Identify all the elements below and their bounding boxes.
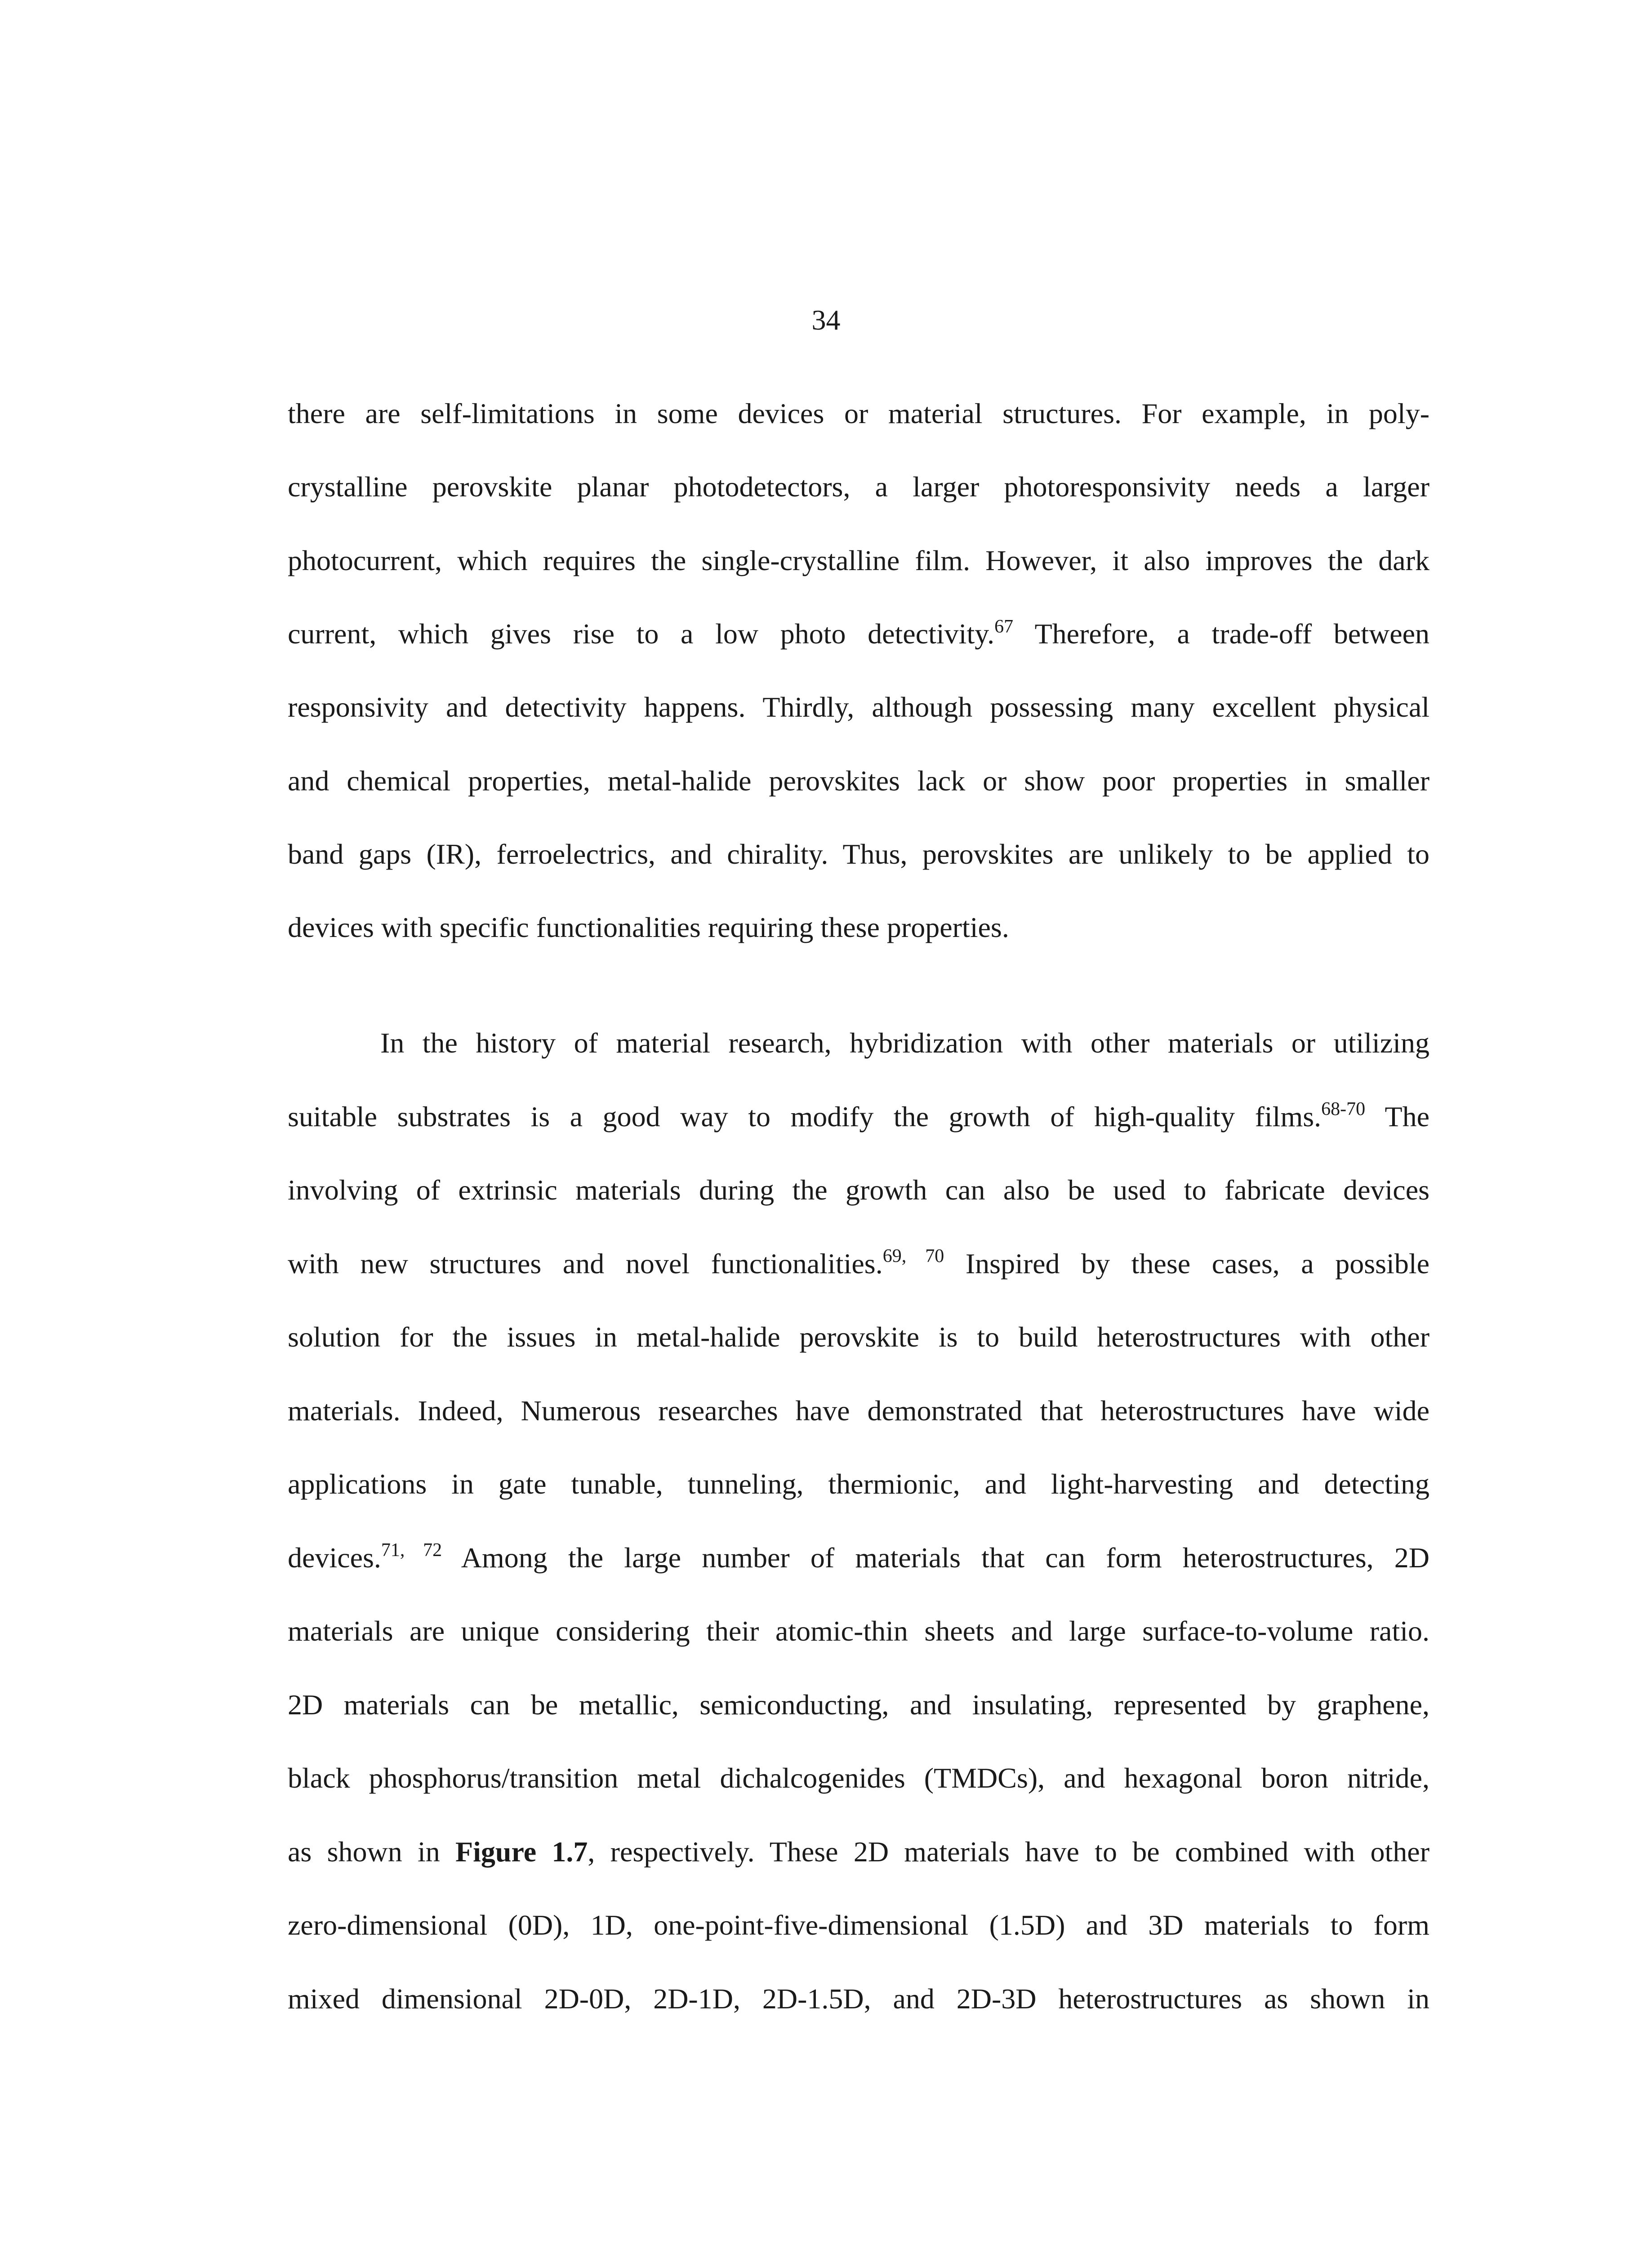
text-span: and chemical properties, metal-halide perovskites lack or show poor properties in smaller: [288, 764, 1429, 797]
text-span: there are self-limitations in some devices or material structures. For example, in poly-: [288, 397, 1429, 429]
citation-superscript: 67: [994, 616, 1014, 637]
text-line: [288, 1535, 1429, 1580]
text-line: [288, 1756, 1429, 1801]
text-line: [288, 1094, 1429, 1139]
text-span: as shown in: [288, 1835, 455, 1868]
text-span: zero-dimensional (0D), 1D, one-point-five-dimensional (1.5D) and 3D materials to form: [288, 1909, 1429, 1941]
text-span: band gaps (IR), ferroelectrics, and chirality. Thus, perovskites are unlikely to be applied to: [288, 838, 1429, 870]
text-span: Inspired by these cases, a possible: [944, 1247, 1430, 1280]
text-span: photocurrent, which requires the single-crystalline film. However, it also improves the dark: [288, 544, 1429, 576]
text-span: involving of extrinsic materials during the growth can also be used to fabricate devices: [288, 1174, 1429, 1206]
text-line: [288, 391, 1429, 436]
text-line: [288, 758, 1429, 803]
text-line: [288, 1315, 1429, 1360]
text-span: The: [1365, 1100, 1430, 1133]
text-span: devices.: [288, 1541, 381, 1574]
text-line: [288, 1241, 1429, 1286]
text-span: In the history of material research, hybridization with other materials or utilizing: [380, 1027, 1429, 1059]
text-span: materials are unique considering their atomic-thin sheets and large surface-to-volume ratio.: [288, 1615, 1429, 1647]
text-line: [380, 1021, 1429, 1066]
text-line: [288, 1829, 1429, 1874]
text-line: [288, 685, 1429, 730]
text-span: current, which gives rise to a low photo detectivity.: [288, 617, 995, 650]
text-line: [288, 1682, 1429, 1727]
text-line: [288, 905, 1429, 950]
text-span: 2D materials can be metallic, semiconducting, and insulating, represented by graphene,: [288, 1688, 1429, 1721]
citation-superscript: 69, 70: [882, 1246, 944, 1267]
figure-reference: Figure 1.7: [455, 1835, 588, 1868]
text-line: [288, 611, 1429, 656]
text-span: materials. Indeed, Numerous researches have demonstrated that heterostructures have wide: [288, 1394, 1429, 1427]
page-number: 34: [811, 304, 841, 336]
text-span: black phosphorus/transition metal dichalcogenides (TMDCs), and hexagonal boron nitride,: [288, 1762, 1429, 1794]
citation-superscript: 71, 72: [381, 1540, 442, 1561]
text-line: [288, 832, 1429, 877]
text-line: [288, 538, 1429, 583]
text-line: [288, 1609, 1429, 1654]
text-span: suitable substrates is a good way to modify the growth of high-quality films.: [288, 1100, 1322, 1133]
text-span: solution for the issues in metal-halide perovskite is to build heterostructures with other: [288, 1321, 1429, 1353]
citation-superscript: 68-70: [1321, 1099, 1366, 1120]
text-line: [288, 1168, 1429, 1213]
text-line: [288, 464, 1429, 509]
text-line: [288, 1462, 1429, 1507]
text-span: crystalline perovskite planar photodetectors, a larger photoresponsivity needs a larger: [288, 471, 1429, 503]
text-span: devices with specific functionalities requiring these properties.: [288, 911, 1009, 944]
text-span: Therefore, a trade-off between: [1013, 617, 1430, 650]
text-span: mixed dimensional 2D-0D, 2D-1D, 2D-1.5D, and 2D-3D heterostructures as shown in: [288, 1982, 1429, 2015]
text-span: applications in gate tunable, tunneling, thermionic, and light-harvesting and detecting: [288, 1468, 1429, 1500]
text-span: , respectively. These 2D materials have to be combined with other: [588, 1835, 1430, 1868]
text-line: [288, 1903, 1429, 1948]
text-span: Among the large number of materials that can form heterostructures, 2D: [442, 1541, 1430, 1574]
text-line: [288, 1976, 1429, 2021]
text-span: with new structures and novel functionalities.: [288, 1247, 883, 1280]
text-span: responsivity and detectivity happens. Thirdly, although possessing many excellent physical: [288, 691, 1429, 723]
text-line: [288, 1388, 1429, 1433]
